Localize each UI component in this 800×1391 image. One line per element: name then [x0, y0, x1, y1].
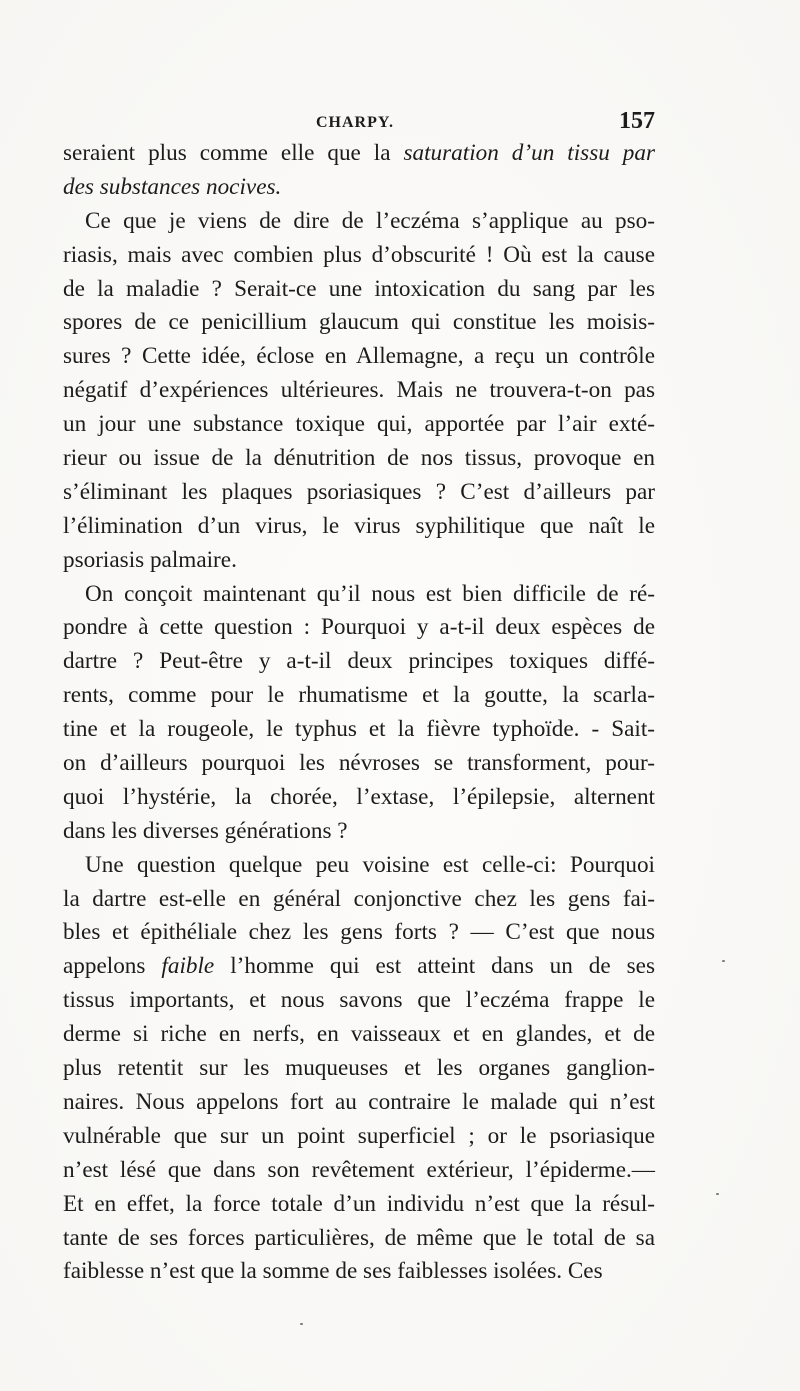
paper-speck — [716, 1193, 719, 1195]
text-line: derme si riche en nerfs, en vaisseaux et en glandes, et de — [63, 1021, 655, 1048]
paper-speck — [300, 1323, 303, 1325]
text-line: Ce que je viens de dire de l’eczéma s’applique au pso- — [85, 207, 655, 234]
text-line: négatif d’expériences ultérieures. Mais ne trouvera-t-on pas — [63, 377, 655, 404]
text-line: appelons faible l’homme qui est atteint dans un de ses — [63, 953, 655, 980]
text-line: l’élimination d’un virus, le virus syphilitique que naît le — [63, 512, 655, 539]
italic-phrase: saturation d’un tissu par — [403, 140, 655, 166]
text-line: sures ? Cette idée, éclose en Allemagne, a reçu un contrôle — [63, 343, 655, 370]
page-number: 157 — [619, 108, 655, 134]
italic-phrase: faible — [161, 953, 215, 980]
text-line: tine et la rougeole, le typhus et la fièvre typhoïde. - Sait- — [63, 716, 655, 743]
text-line: tissus importants, et nous savons que l’eczéma frappe le — [63, 987, 655, 1014]
text-line: rents, comme pour le rhumatisme et la goutte, la scarla- — [63, 682, 655, 709]
text-line: On conçoit maintenant qu’il nous est bien difficile de ré- — [85, 580, 655, 607]
text-line — [63, 171, 655, 205]
text-line: la dartre est-elle en général conjonctive chez les gens fai- — [63, 885, 655, 912]
text-line: faiblesse n’est que la somme de ses faiblesses isolées. Ces — [63, 1258, 603, 1285]
text-line: Une question quelque peu voisine est celle-ci: Pourquoi — [85, 851, 655, 878]
text-line: spores de ce penicillium glaucum qui constitue les moisis- — [63, 309, 655, 336]
text-line: pondre à cette question : Pourquoi y a-t-il deux espèces de — [63, 614, 655, 641]
text-line: plus retentit sur les muqueuses et les organes ganglion- — [63, 1055, 655, 1082]
text-line: de la maladie ? Serait-ce une intoxication du sang par les — [63, 275, 655, 302]
text-line: vulnérable que sur un point superficiel ; or le psoriasique — [63, 1122, 655, 1149]
running-head — [63, 104, 655, 138]
body-text — [63, 137, 655, 1289]
paper-speck — [722, 960, 725, 962]
text-line: dartre ? Peut-être y a-t-il deux principes toxiques diffé- — [63, 648, 655, 675]
text-line: tante de ses forces particulières, de même que le total de sa — [63, 1224, 655, 1251]
text-line: on d’ailleurs pourquoi les névroses se transforment, pour- — [63, 750, 655, 777]
text-line: n’est lésé que dans son revêtement extérieur, l’épiderme.— — [63, 1156, 655, 1183]
text-line: dans les diverses générations ? — [63, 817, 348, 844]
text-line: rieur ou issue de la dénutrition de nos tissus, provoque en — [63, 445, 655, 472]
text-line: bles et épithéliale chez les gens forts ? — C’est que nous — [63, 919, 655, 946]
text-line: quoi l’hystérie, la chorée, l’extase, l’épilepsie, alternent — [63, 783, 655, 810]
text-line: psoriasis palmaire. — [63, 546, 237, 573]
running-title: CHARPY. — [316, 114, 394, 131]
text-line: naires. Nous appelons fort au contraire le malade qui n’est — [63, 1088, 655, 1115]
text-line: seraient plus comme elle que la saturation d’un tissu par — [63, 140, 655, 166]
text-line: un jour une substance toxique qui, apportée par l’air exté- — [63, 411, 655, 438]
text-line: Et en effet, la force totale d’un individu n’est que la résul- — [63, 1190, 655, 1217]
italic-phrase: des substances nocives. — [63, 173, 282, 200]
text-line: s’éliminant les plaques psoriasiques ? C’est d’ailleurs par — [63, 478, 655, 505]
text-line: riasis, mais avec combien plus d’obscurité ! Où est la cause — [63, 241, 655, 268]
